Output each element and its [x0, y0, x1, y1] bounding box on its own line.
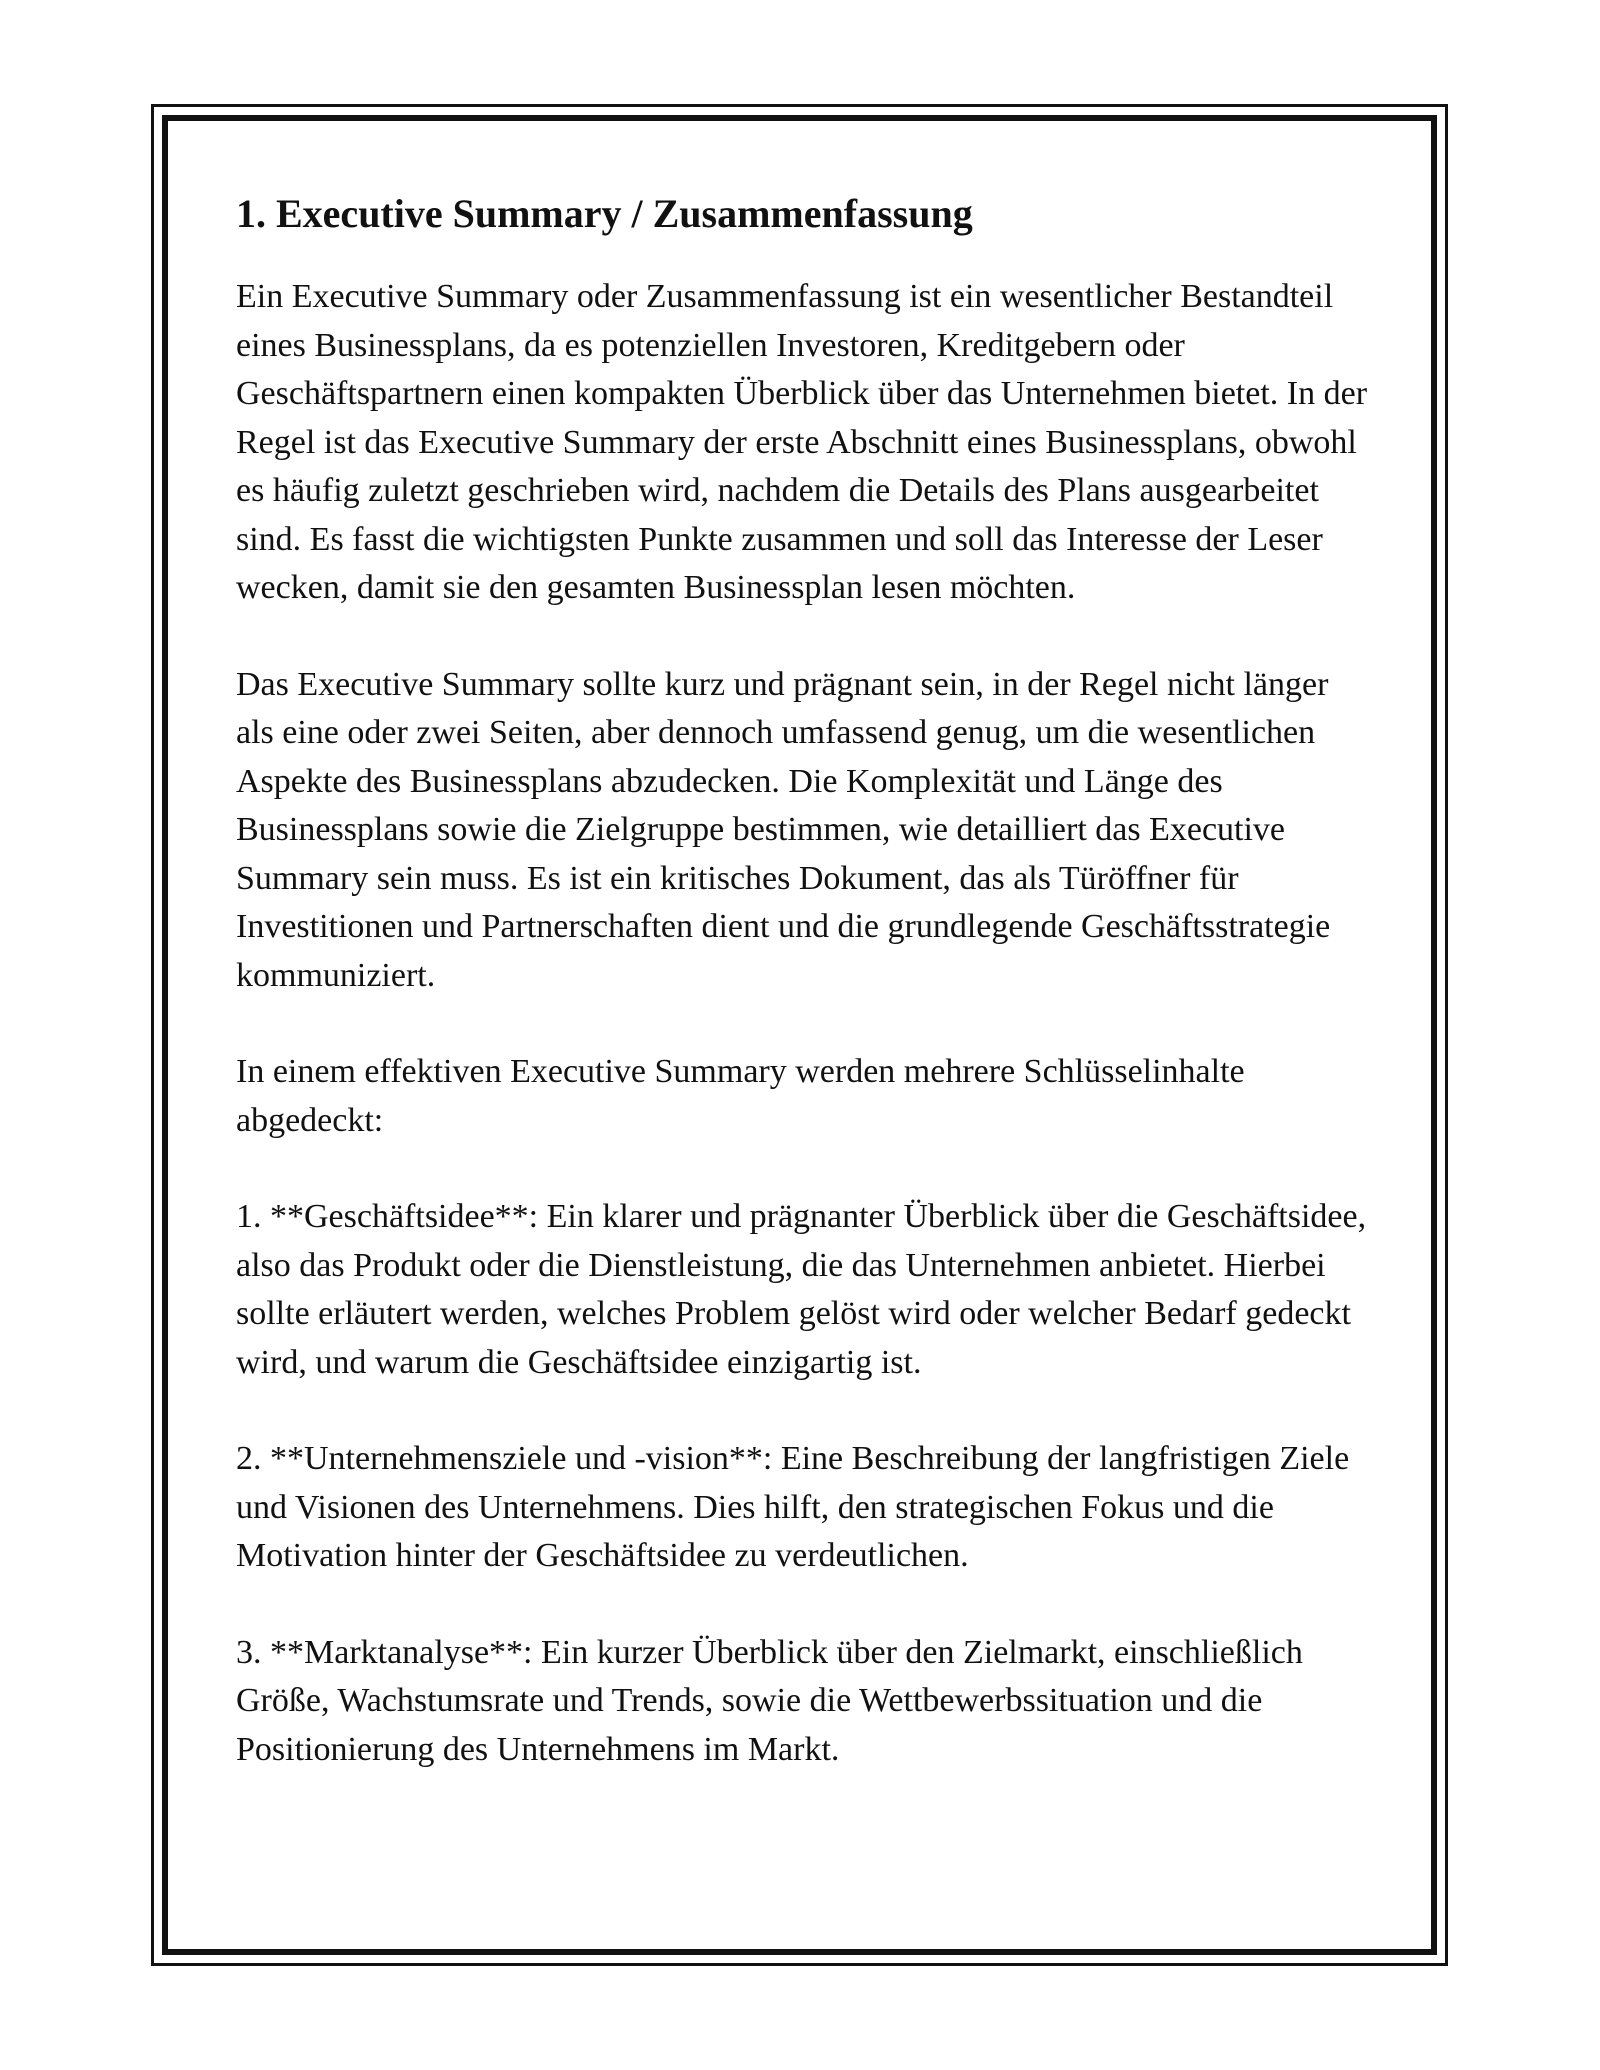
list-item-business-idea: 1. **Geschäftsidee**: Ein klarer und prägnanter Überblick über die Geschäftsidee, also das Produkt oder die Dienstleistung, die das Unternehmen anbietet. Hierbei sollte erläutert werden, welches Problem gelöst wird oder welcher Bedarf gedeckt wird, und warum die Geschäftsidee einzigartig ist.	[236, 1198, 1367, 1381]
paragraph-length: Das Executive Summary sollte kurz und prägnant sein, in der Regel nicht länger als eine oder zwei Seiten, aber dennoch umfassend genug, um die wesentlichen Aspekte des Businessplans abzudecken. Die Komplexität und Länge des Businessplans sowie die Zielgruppe bestimmen, wie detailliert das Executive Summary sein muss. Es ist ein kritisches Dokument, das als Türöffner für Investitionen und Partnerschaften dient und die grundlegende Geschäftsstrategie kommuniziert.	[236, 665, 1331, 994]
list-item-goals-vision: 2. **Unternehmensziele und -vision**: Eine Beschreibung der langfristigen Ziele und Visionen des Unternehmens. Dies hilft, den strategischen Fokus und die Motivation hinter der Geschäftsidee zu verdeutlichen.	[236, 1440, 1350, 1574]
paragraph-intro: Ein Executive Summary oder Zusammenfassung ist ein wesentlicher Bestandteil eines Businessplans, da es potenziellen Investoren, Kreditgebern oder Geschäftspartnern einen kompakten Überblick über das Unternehmen bietet. In der Regel ist das Executive Summary der erste Abschnitt eines Businessplans, obwohl es häufig zuletzt geschrieben wird, nachdem die Details des Plans ausgearbeitet sind. Es fasst die wichtigsten Punkte zusammen und soll das Interesse der Leser wecken, damit sie den gesamten Businessplan lesen möchten.	[236, 278, 1368, 606]
list-item-market-analysis: 3. **Marktanalyse**: Ein kurzer Überblick über den Zielmarkt, einschließlich Größe, Wachstumsrate und Trends, sowie die Wettbewerbssituation und die Positionierung des Unternehmens im Markt.	[236, 1633, 1303, 1768]
paragraph-key-contents: In einem effektiven Executive Summary werden mehrere Schlüsselinhalte abgedeckt:	[236, 1053, 1245, 1139]
document-body	[236, 188, 1371, 1822]
section-heading: 1. Executive Summary / Zusammenfassung	[236, 191, 973, 236]
